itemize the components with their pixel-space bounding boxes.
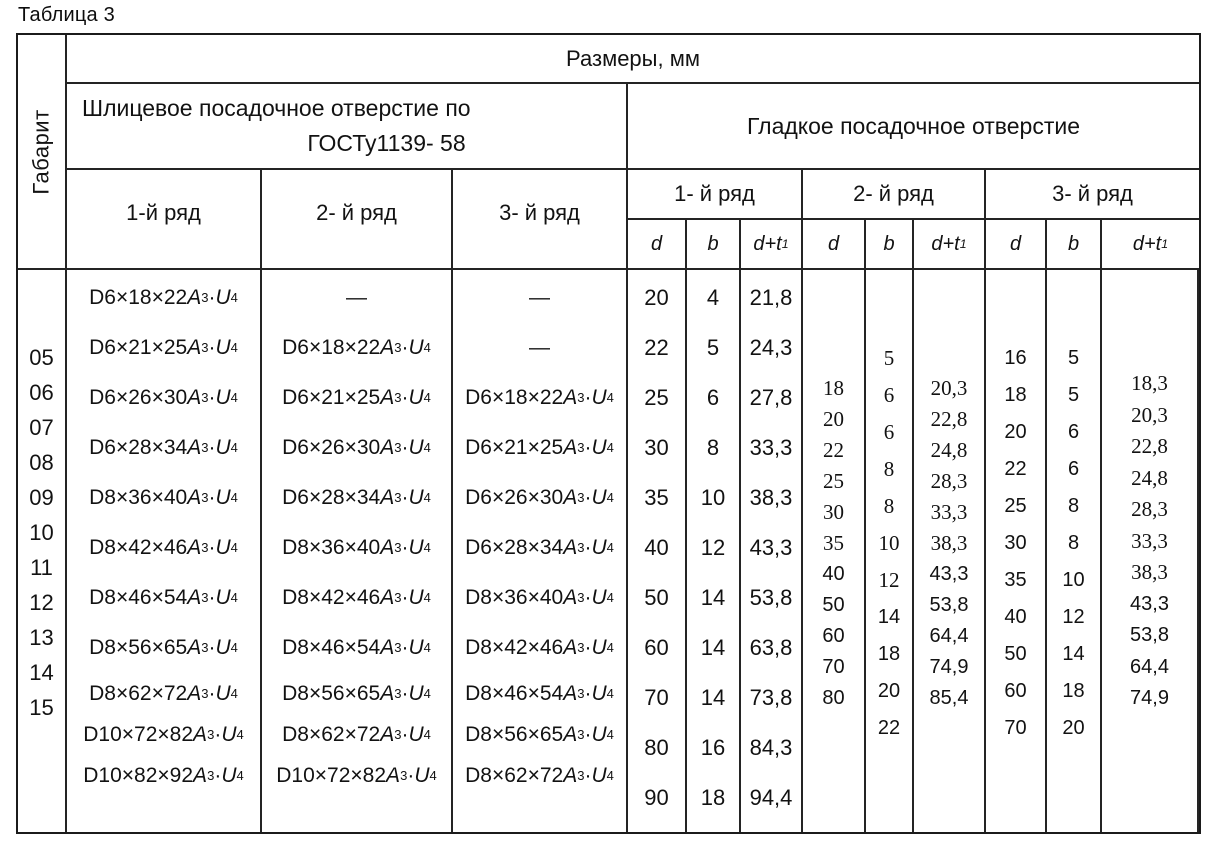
cell-line: 6 bbox=[706, 385, 720, 410]
cell-line: 20 bbox=[644, 285, 669, 310]
cell-line: — bbox=[529, 286, 550, 309]
cell-line: 09 bbox=[29, 484, 54, 510]
cell-line: 50 bbox=[1004, 643, 1027, 665]
cell-line: D6×28×34 A 3 · U 4 bbox=[89, 436, 238, 459]
cell-line: 14 bbox=[700, 635, 726, 660]
cell-line: 25 bbox=[1004, 495, 1027, 517]
cell-line: 20 bbox=[877, 680, 901, 702]
cell-line: 33,3 bbox=[749, 435, 793, 460]
cell-line: 12 bbox=[878, 568, 900, 592]
cell-line: 18 bbox=[1004, 384, 1027, 406]
body-smooth-row3-dt1 bbox=[1102, 270, 1199, 832]
cell-line: 70 bbox=[1004, 717, 1027, 739]
cell-line: 06 bbox=[29, 379, 54, 405]
header-razmery-mm: Размеры, мм bbox=[67, 35, 1199, 84]
cell-line: 18 bbox=[823, 376, 844, 400]
cell-line: 50 bbox=[644, 585, 669, 610]
cell-line: 22 bbox=[877, 717, 901, 739]
cell-line: D8×46×54 A 3 · U 4 bbox=[89, 586, 238, 609]
cell-line: 38,3 bbox=[930, 531, 968, 555]
cell-line: D6×18×22 A 3 · U 4 bbox=[282, 336, 431, 359]
cell-line: 53,8 bbox=[749, 585, 793, 610]
cell-line: 21,8 bbox=[749, 285, 793, 310]
cell-line: 5 bbox=[1067, 384, 1080, 406]
cell-line: 18 bbox=[877, 643, 901, 665]
subheader-r1-d: d bbox=[628, 220, 687, 270]
cell-line: 64,4 bbox=[1130, 655, 1169, 678]
cell-line: 40 bbox=[1004, 606, 1027, 628]
corner-header-gabarit bbox=[18, 35, 67, 270]
cell-line: 64,4 bbox=[929, 625, 969, 647]
cell-line: 8 bbox=[706, 435, 720, 460]
cell-line: — bbox=[529, 336, 550, 359]
spline-col-header-row3: 3- й ряд bbox=[453, 170, 628, 270]
cell-line: 22,8 bbox=[1131, 434, 1168, 459]
cell-line: 18 bbox=[700, 785, 726, 810]
body-gabarit-values bbox=[18, 270, 67, 832]
body-smooth-row2-dt1 bbox=[914, 270, 986, 832]
cell-line: D6×26×30 A 3 · U 4 bbox=[465, 486, 614, 509]
spline-section-title-line2: ГОСТу1139- 58 bbox=[307, 130, 466, 156]
cell-line: 30 bbox=[644, 435, 669, 460]
cell-line: 28,3 bbox=[1131, 497, 1168, 522]
cell-line: D6×21×25 A 3 · U 4 bbox=[282, 386, 431, 409]
cell-line: 11 bbox=[30, 554, 53, 580]
cell-line: 14 bbox=[700, 585, 726, 610]
subheader-r3-dt1: d + t 1 bbox=[1102, 220, 1199, 270]
cell-line: D6×28×34 A 3 · U 4 bbox=[282, 486, 431, 509]
body-smooth-row2-b bbox=[866, 270, 914, 832]
header-smooth-section: Гладкое посадочное отверстие bbox=[628, 84, 1199, 170]
cell-line: 4 bbox=[706, 285, 720, 310]
cell-line: 43,3 bbox=[749, 535, 793, 560]
cell-line: 35 bbox=[644, 485, 669, 510]
cell-line: 6 bbox=[1067, 421, 1080, 443]
cell-line: 63,8 bbox=[749, 635, 793, 660]
cell-line: 22 bbox=[1004, 458, 1027, 480]
cell-line: — bbox=[346, 286, 367, 309]
cell-line: D6×28×34 A 3 · U 4 bbox=[465, 536, 614, 559]
cell-line: D8×46×54 A 3 · U 4 bbox=[282, 636, 431, 659]
cell-line: D8×62×72 A 3 · U 4 bbox=[465, 763, 614, 787]
cell-line: 74,9 bbox=[1130, 687, 1169, 710]
cell-line: 90 bbox=[644, 785, 669, 810]
cell-line: D6×18×22 A 3 · U 4 bbox=[89, 286, 238, 309]
cell-line: D8×62×72 A 3 · U 4 bbox=[282, 722, 431, 746]
gabarit-vertical-label: Габарит bbox=[28, 108, 54, 195]
cell-line: D6×18×22 A 3 · U 4 bbox=[465, 386, 614, 409]
cell-line: 12 bbox=[700, 535, 726, 560]
smooth-col-header-row1: 1- й ряд bbox=[628, 170, 803, 220]
cell-line: 16 bbox=[1004, 347, 1027, 369]
cell-line: 33,3 bbox=[1131, 528, 1168, 553]
cell-line: 30 bbox=[1004, 532, 1027, 554]
cell-line: 12 bbox=[29, 589, 54, 615]
cell-line: 38,3 bbox=[1131, 560, 1168, 585]
cell-line: 15 bbox=[29, 694, 54, 720]
cell-line: 07 bbox=[29, 414, 54, 440]
cell-line: 8 bbox=[1067, 532, 1080, 554]
body-spline-row3 bbox=[453, 270, 628, 832]
cell-line: 6 bbox=[1067, 458, 1080, 480]
cell-line: 25 bbox=[823, 469, 844, 493]
cell-line: 73,8 bbox=[749, 685, 793, 710]
cell-line: D6×21×25 A 3 · U 4 bbox=[89, 336, 238, 359]
cell-line: 18 bbox=[1062, 680, 1085, 702]
cell-line: D8×46×54 A 3 · U 4 bbox=[465, 681, 614, 705]
subheader-r1-dt1: d + t 1 bbox=[741, 220, 803, 270]
subheader-r3-b: b bbox=[1047, 220, 1102, 270]
cell-line: 43,3 bbox=[929, 563, 969, 585]
cell-line: 28,3 bbox=[930, 469, 968, 493]
cell-line: 25 bbox=[644, 385, 669, 410]
body-smooth-row2-d bbox=[803, 270, 866, 832]
cell-line: 30 bbox=[823, 500, 844, 524]
body-spline-row1 bbox=[67, 270, 262, 832]
body-spline-row2 bbox=[262, 270, 453, 832]
cell-line: 24,3 bbox=[749, 335, 793, 360]
cell-line: D8×36×40 A 3 · U 4 bbox=[89, 486, 238, 509]
cell-line: 74,9 bbox=[929, 656, 969, 678]
cell-line: 08 bbox=[29, 449, 54, 475]
cell-line: D8×56×65 A 3 · U 4 bbox=[89, 636, 238, 659]
cell-line: 85,4 bbox=[929, 687, 969, 709]
cell-line: 40 bbox=[644, 535, 669, 560]
cell-line: D10×82×92 A 3 · U 4 bbox=[83, 763, 244, 787]
cell-line: 40 bbox=[822, 563, 845, 585]
cell-line: 80 bbox=[644, 735, 669, 760]
cell-line: 14 bbox=[1062, 643, 1085, 665]
cell-line: 33,3 bbox=[930, 500, 968, 524]
dimensions-table bbox=[16, 33, 1201, 834]
cell-line: 50 bbox=[822, 594, 845, 616]
body-smooth-row1-dt1 bbox=[741, 270, 803, 832]
body-smooth-row3-d bbox=[986, 270, 1047, 832]
cell-line: 6 bbox=[883, 383, 895, 407]
subheader-r2-dt1: d + t 1 bbox=[914, 220, 986, 270]
cell-line: 8 bbox=[1067, 495, 1080, 517]
cell-line: 22 bbox=[823, 438, 844, 462]
cell-line: D6×21×25 A 3 · U 4 bbox=[465, 436, 614, 459]
cell-line: D8×36×40 A 3 · U 4 bbox=[465, 586, 614, 609]
smooth-col-header-row2: 2- й ряд bbox=[803, 170, 986, 220]
cell-line: 35 bbox=[1004, 569, 1027, 591]
cell-line: D8×62×72 A 3 · U 4 bbox=[89, 681, 238, 705]
cell-line: 43,3 bbox=[1130, 592, 1169, 615]
cell-line: D8×42×46 A 3 · U 4 bbox=[282, 586, 431, 609]
cell-line: D8×56×65 A 3 · U 4 bbox=[282, 681, 431, 705]
cell-line: 60 bbox=[1004, 680, 1027, 702]
cell-line: 16 bbox=[700, 735, 726, 760]
cell-line: 20 bbox=[1004, 421, 1027, 443]
cell-line: 24,8 bbox=[930, 438, 968, 462]
body-smooth-row1-d bbox=[628, 270, 687, 832]
cell-line: D10×72×82 A 3 · U 4 bbox=[276, 763, 437, 787]
cell-line: 14 bbox=[29, 659, 54, 685]
cell-line: 24,8 bbox=[1131, 465, 1168, 490]
cell-line: 80 bbox=[822, 687, 845, 709]
cell-line: 10 bbox=[29, 519, 54, 545]
spline-section-title-line1: Шлицевое посадочное отверстие по bbox=[82, 95, 471, 121]
cell-line: 53,8 bbox=[929, 594, 969, 616]
cell-line: 35 bbox=[823, 531, 844, 555]
cell-line: 6 bbox=[883, 420, 895, 444]
cell-line: D10×72×82 A 3 · U 4 bbox=[83, 722, 244, 746]
subheader-r1-b: b bbox=[687, 220, 741, 270]
body-smooth-row1-b bbox=[687, 270, 741, 832]
header-spline-section bbox=[67, 84, 628, 170]
smooth-col-header-row3: 3- й ряд bbox=[986, 170, 1199, 220]
cell-line: 14 bbox=[700, 685, 726, 710]
page-title: Таблица 3 bbox=[18, 4, 115, 26]
cell-line: D8×56×65 A 3 · U 4 bbox=[465, 722, 614, 746]
cell-line: 53,8 bbox=[1130, 624, 1169, 647]
cell-line: 10 bbox=[878, 531, 900, 555]
spline-col-header-row1: 1-й ряд bbox=[67, 170, 262, 270]
cell-line: 5 bbox=[706, 335, 720, 360]
cell-line: D6×26×30 A 3 · U 4 bbox=[282, 436, 431, 459]
cell-line: 20 bbox=[1062, 717, 1085, 739]
cell-line: 18,3 bbox=[1131, 371, 1168, 396]
cell-line: 8 bbox=[883, 494, 895, 518]
cell-line: 13 bbox=[29, 624, 54, 650]
cell-line: 10 bbox=[1062, 569, 1085, 591]
cell-line: D8×42×46 A 3 · U 4 bbox=[465, 636, 614, 659]
subheader-r3-d: d bbox=[986, 220, 1047, 270]
cell-line: 10 bbox=[700, 485, 726, 510]
cell-line: 20 bbox=[823, 407, 844, 431]
cell-line: 60 bbox=[822, 625, 845, 647]
subheader-r2-b: b bbox=[866, 220, 914, 270]
cell-line: 70 bbox=[644, 685, 669, 710]
cell-line: 84,3 bbox=[749, 735, 793, 760]
cell-line: 94,4 bbox=[749, 785, 793, 810]
cell-line: 20,3 bbox=[1131, 402, 1168, 427]
cell-line: 5 bbox=[883, 346, 895, 370]
subheader-r2-d: d bbox=[803, 220, 866, 270]
spline-col-header-row2: 2- й ряд bbox=[262, 170, 453, 270]
cell-line: 20,3 bbox=[930, 376, 968, 400]
cell-line: 60 bbox=[644, 635, 669, 660]
cell-line: 5 bbox=[1067, 347, 1080, 369]
cell-line: 27,8 bbox=[749, 385, 793, 410]
cell-line: 05 bbox=[29, 344, 54, 370]
cell-line: 38,3 bbox=[749, 485, 793, 510]
cell-line: 12 bbox=[1062, 606, 1085, 628]
cell-line: 14 bbox=[877, 606, 901, 628]
cell-line: 70 bbox=[822, 656, 845, 678]
cell-line: D8×42×46 A 3 · U 4 bbox=[89, 536, 238, 559]
body-smooth-row3-b bbox=[1047, 270, 1102, 832]
cell-line: 22,8 bbox=[930, 407, 968, 431]
cell-line: D8×36×40 A 3 · U 4 bbox=[282, 536, 431, 559]
cell-line: 8 bbox=[883, 457, 895, 481]
cell-line: 22 bbox=[644, 335, 669, 360]
cell-line: D6×26×30 A 3 · U 4 bbox=[89, 386, 238, 409]
